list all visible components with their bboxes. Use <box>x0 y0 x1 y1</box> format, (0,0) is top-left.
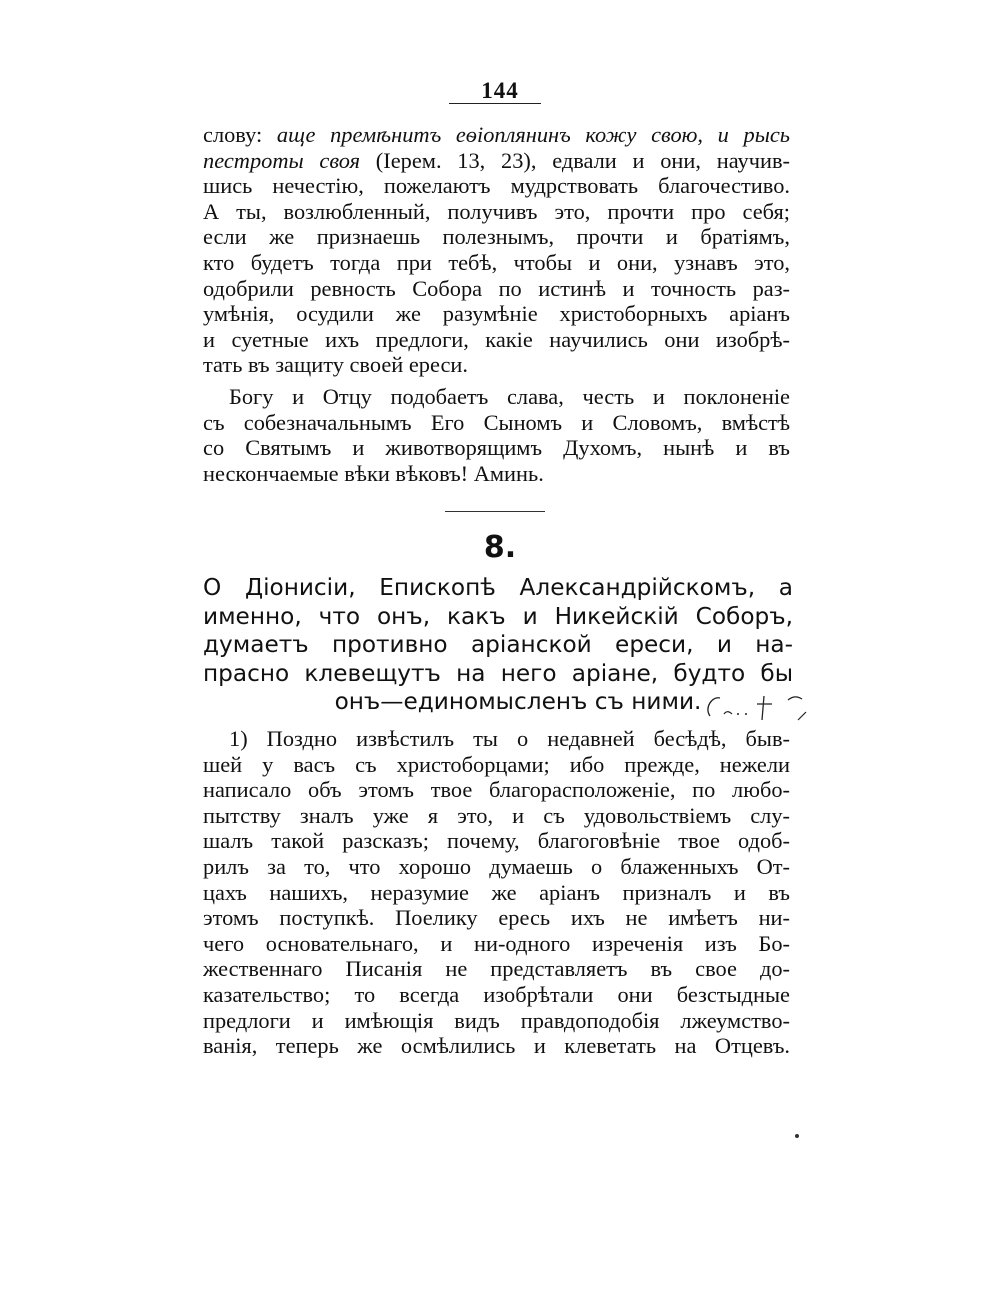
title-line: думаетъ противно аріанской ереси, и на- <box>203 631 793 659</box>
text-line: съ собезначальнымъ Его Сыномъ и Словомъ, вмѣстѣ <box>203 409 790 435</box>
text-line: нескончаемые вѣки вѣковъ! Аминь. <box>203 460 544 486</box>
text-line: 1) Поздно извѣстилъ ты о недавней бесѣдѣ, быв- <box>229 726 790 751</box>
ink-dot <box>795 1134 799 1138</box>
section-divider <box>445 511 545 512</box>
text-line: если же признаешь полезнымъ, прочти и братіямъ, <box>203 224 790 250</box>
title-line: О Діонисіи, Епископѣ Александрійскомъ, а <box>203 574 793 601</box>
text-line: пытству зналъ уже я это, и съ удовольствіемъ слу- <box>203 802 790 828</box>
text-line: предлоги и имѣющія видъ правдоподобія лжеумство- <box>203 1007 790 1033</box>
text-line: написало объ этомъ твое благорасположеніе, по любо- <box>203 777 790 803</box>
text-line: тать въ защиту своей ереси. <box>203 352 468 378</box>
text-line: слову: аще премѣнитъ еѳіоплянинъ кожу свою, и рысь <box>203 122 790 147</box>
text-line: чего основательнаго, и ни-одного изреченія изъ Бо- <box>203 930 790 956</box>
section-number: 8. <box>483 530 517 565</box>
title-line: прасно клевещутъ на него аріане, будто бы <box>203 659 793 687</box>
page-number: 144 <box>481 78 519 103</box>
text-line: и суетные ихъ предлоги, какіе научились они изобрѣ- <box>203 326 790 352</box>
paragraph-3 <box>203 726 790 1059</box>
text-line: жественнаго Писанія не представляетъ въ свое до- <box>203 956 790 982</box>
text-line: кто будетъ тогда при тебѣ, чтобы и они, узнавъ это, <box>203 249 790 275</box>
title-line: именно, что онъ, какъ и Никейскій Соборъ, <box>203 602 793 630</box>
text-line: Богу и Отцу подобаетъ слава, честь и поклоненіе <box>229 384 790 409</box>
text-line: пестроты своя (Iерем. 13, 23), едвали и они, научив- <box>203 147 790 173</box>
text-line: ванія, теперь же осмѣлились и клеветать на Отцевъ. <box>203 1033 790 1059</box>
text-line: этомъ поступкѣ. Поелику ересь ихъ не имѣетъ ни- <box>203 905 790 931</box>
text-line: цахъ нашихъ, неразумие же аріанъ призналъ и въ <box>203 879 790 905</box>
page-number-rule <box>449 103 541 104</box>
text-line: казательство; то всегда изобрѣтали они безстыдные <box>203 981 790 1007</box>
title-line: онъ—единомысленъ съ ними. <box>334 688 702 716</box>
section-title <box>203 574 793 717</box>
text-line: одобрили ревность Собора по истинѣ и точность раз- <box>203 275 790 301</box>
paragraph-1 <box>203 122 790 378</box>
text-line: шалъ такой разсказъ; почему, благоговѣніе твое одоб- <box>203 828 790 854</box>
text-line: шей у васъ съ христоборцами; ибо прежде, нежели <box>203 751 790 777</box>
text-line: со Святымъ и животворящимъ Духомъ, нынѣ и въ <box>203 435 790 461</box>
text-line: шись нечестію, пожелаютъ мудрствовать благочестиво. <box>203 173 790 199</box>
paragraph-2-doxology <box>203 384 790 486</box>
text-line: А ты, возлюбленный, получивъ это, прочти про себя; <box>203 198 790 224</box>
text-line: умѣнія, осудили же разумѣніе христоборныхъ аріанъ <box>203 301 790 327</box>
text-line: рилъ за то, что хорошо думаешь о блаженныхъ От- <box>203 853 790 879</box>
